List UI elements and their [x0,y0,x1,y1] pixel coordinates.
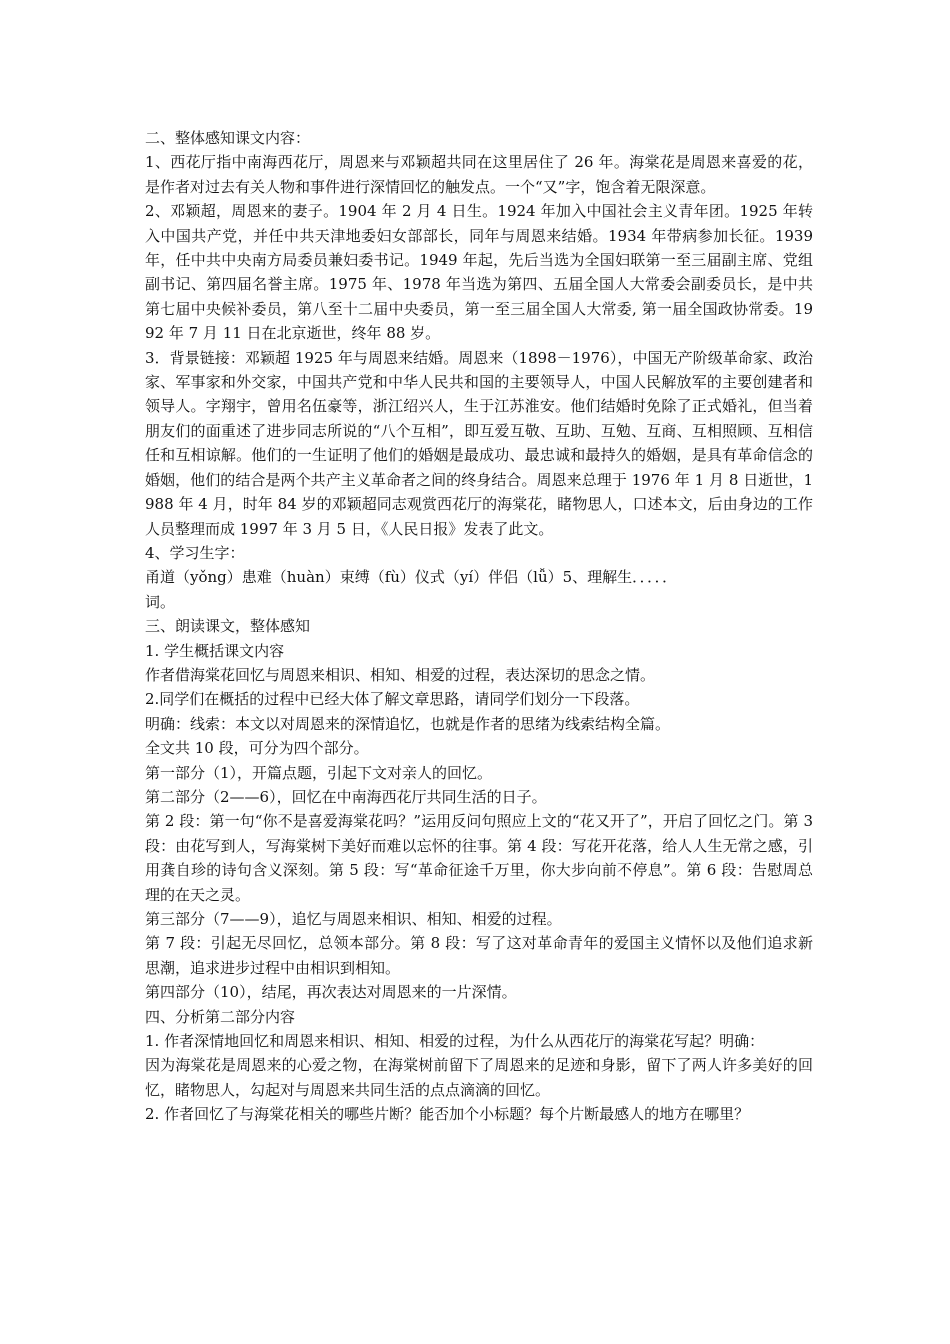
paragraph-deng-yingchao-bio: 2、邓颖超，周恩来的妻子。1904 年 2 月 4 日生。1924 年加入中国社会主义青年团。1925 年转入中国共产党，并任中共天津地委妇女部部长，同年与周恩来结婚。1934 年带病参加长征。1939 年，任中共中央南方局委员兼妇委书记。1949 年起，先后当选为全国妇联第一至三届副主席、党组副书记、第四届名誉主席。1975 年、1978 年当选为第四、五届全国人大常委会副委员长，是中共第七届中央候补委员，第八至十二届中央委员，第一至三届全国人大常委, 第一届全国政协常委。1992 年 7 月 11 日在北京逝世，终年 88 岁。 [145,202,813,343]
paragraph-xihuating: 1、西花厅指中南海西花厅，周恩来与邓颖超共同在这里居住了 26 年。海棠花是周恩来喜爱的花，是作者对过去有关人物和事件进行深情回忆的触发点。一个“又”字，饱含着无限深意。 [145,153,813,196]
paragraph-part-two: 第二部分（2——6），回忆在中南海西花厅共同生活的日子。 [145,787,547,806]
paragraph-ten-sections: 全文共 10 段，可分为四个部分。 [145,739,369,758]
paragraph-part-four: 第四部分（10），结尾，再次表达对周恩来的一片深情。 [145,983,517,1002]
section-heading-overall-perception: 二、整体感知课文内容： [145,129,311,147]
paragraph-part-three: 第三部分（7——9），追忆与周恩来相识、相知、相爱的过程。 [145,910,562,928]
paragraph-background-link: 3．背景链接：邓颖超 1925 年与周恩来结婚。周恩来（1898－1976），中国无产阶级革命家、政治家、军事家和外交家，中国共产党和中华人民共和国的主要领导人，中国人民解放军的主要创建者和领导人。字翔宇，曾用名伍豪等，浙江绍兴人，生于江苏淮安。他们结婚时免除了正式婚礼，但当着朋友们的面重述了进步同志所说的“八个互相”，即互爱互敬、互助、互勉、互商、互相照顾、互相信任和互相谅解。他们的一生证明了他们的婚姻是最成功、最忠诚和最持久的婚姻，是具有革命信念的婚姻，他们的结合是两个共产主义革命者之间的终身结合。周恩来总理于 1976 年 1 月 8 日逝世，1988 年 4 月，时年 84 岁的邓颖超同志观赏西花厅的海棠花，睹物思人，口述本文，后由身边的工作人员整理而成 1997 年 3 月 5 日，《人民日报》发表了此文。 [145,348,813,538]
paragraph-new-characters-list: 甬道（yǒng）患难（huàn）束缚（fù）仪式（yí）伴侣（lǚ）5、理解生．．．．． [145,568,678,587]
paragraph-question-two: 2. 作者回忆了与海棠花相关的哪些片断？能否加个小标题？每个片断最感人的地方在哪里？ [145,1105,750,1124]
paragraph-part-two-details: 第 2 段：第一句“你不是喜爱海棠花吗？”运用反问句照应上文的“花又开了”，开启了回忆之门。第 3 段：由花写到人，写海棠树下美好而难以忘怀的往事。第 4 段：写花开花落，给人人生无常之感，引用龚自珍的诗句含义深刻。第 5 段：写“革命征途千万里，你大步向前不停息”。第 6 段：告慰周总理的在天之灵。 [145,812,813,904]
section-heading-read-aloud: 三、朗读课文，整体感知 [145,617,311,636]
paragraph-ci: 词。 [145,592,176,611]
paragraph-divide-sections: 2.同学们在概括的过程中已经大体了解文章思路，请同学们划分一下段落。 [145,690,640,709]
section-heading-analysis: 四、分析第二部分内容 [145,1007,296,1026]
paragraph-new-characters-heading: 4、学习生字： [145,543,245,562]
paragraph-question-one: 1. 作者深情地回忆和周恩来相识、相知、相爱的过程，为什么从西花厅的海棠花写起？明确： [145,1032,765,1051]
document-page [145,126,813,1127]
paragraph-part-one: 第一部分（1），开篇点题，引起下文对亲人的回忆。 [145,763,493,782]
paragraph-summarize-heading: 1. 学生概括课文内容 [145,641,285,660]
paragraph-answer-one: 因为海棠花是周恩来的心爱之物，在海棠树前留下了周恩来的足迹和身影，留下了两人许多美好的回忆，睹物思人，勾起对与周恩来共同生活的点点滴滴的回忆。 [145,1056,813,1099]
paragraph-summary: 作者借海棠花回忆与周恩来相识、相知、相爱的过程，表达深切的思念之情。 [145,665,656,684]
paragraph-part-three-details: 第 7 段：引起无尽回忆，总领本部分。第 8 段：写了这对革命青年的爱国主义情怀以及他们追求新思潮，追求进步过程中由相识到相知。 [145,934,813,977]
paragraph-clue: 明确：线索：本文以对周恩来的深情追忆，也就是作者的思绪为线索结构全篇。 [145,714,671,733]
